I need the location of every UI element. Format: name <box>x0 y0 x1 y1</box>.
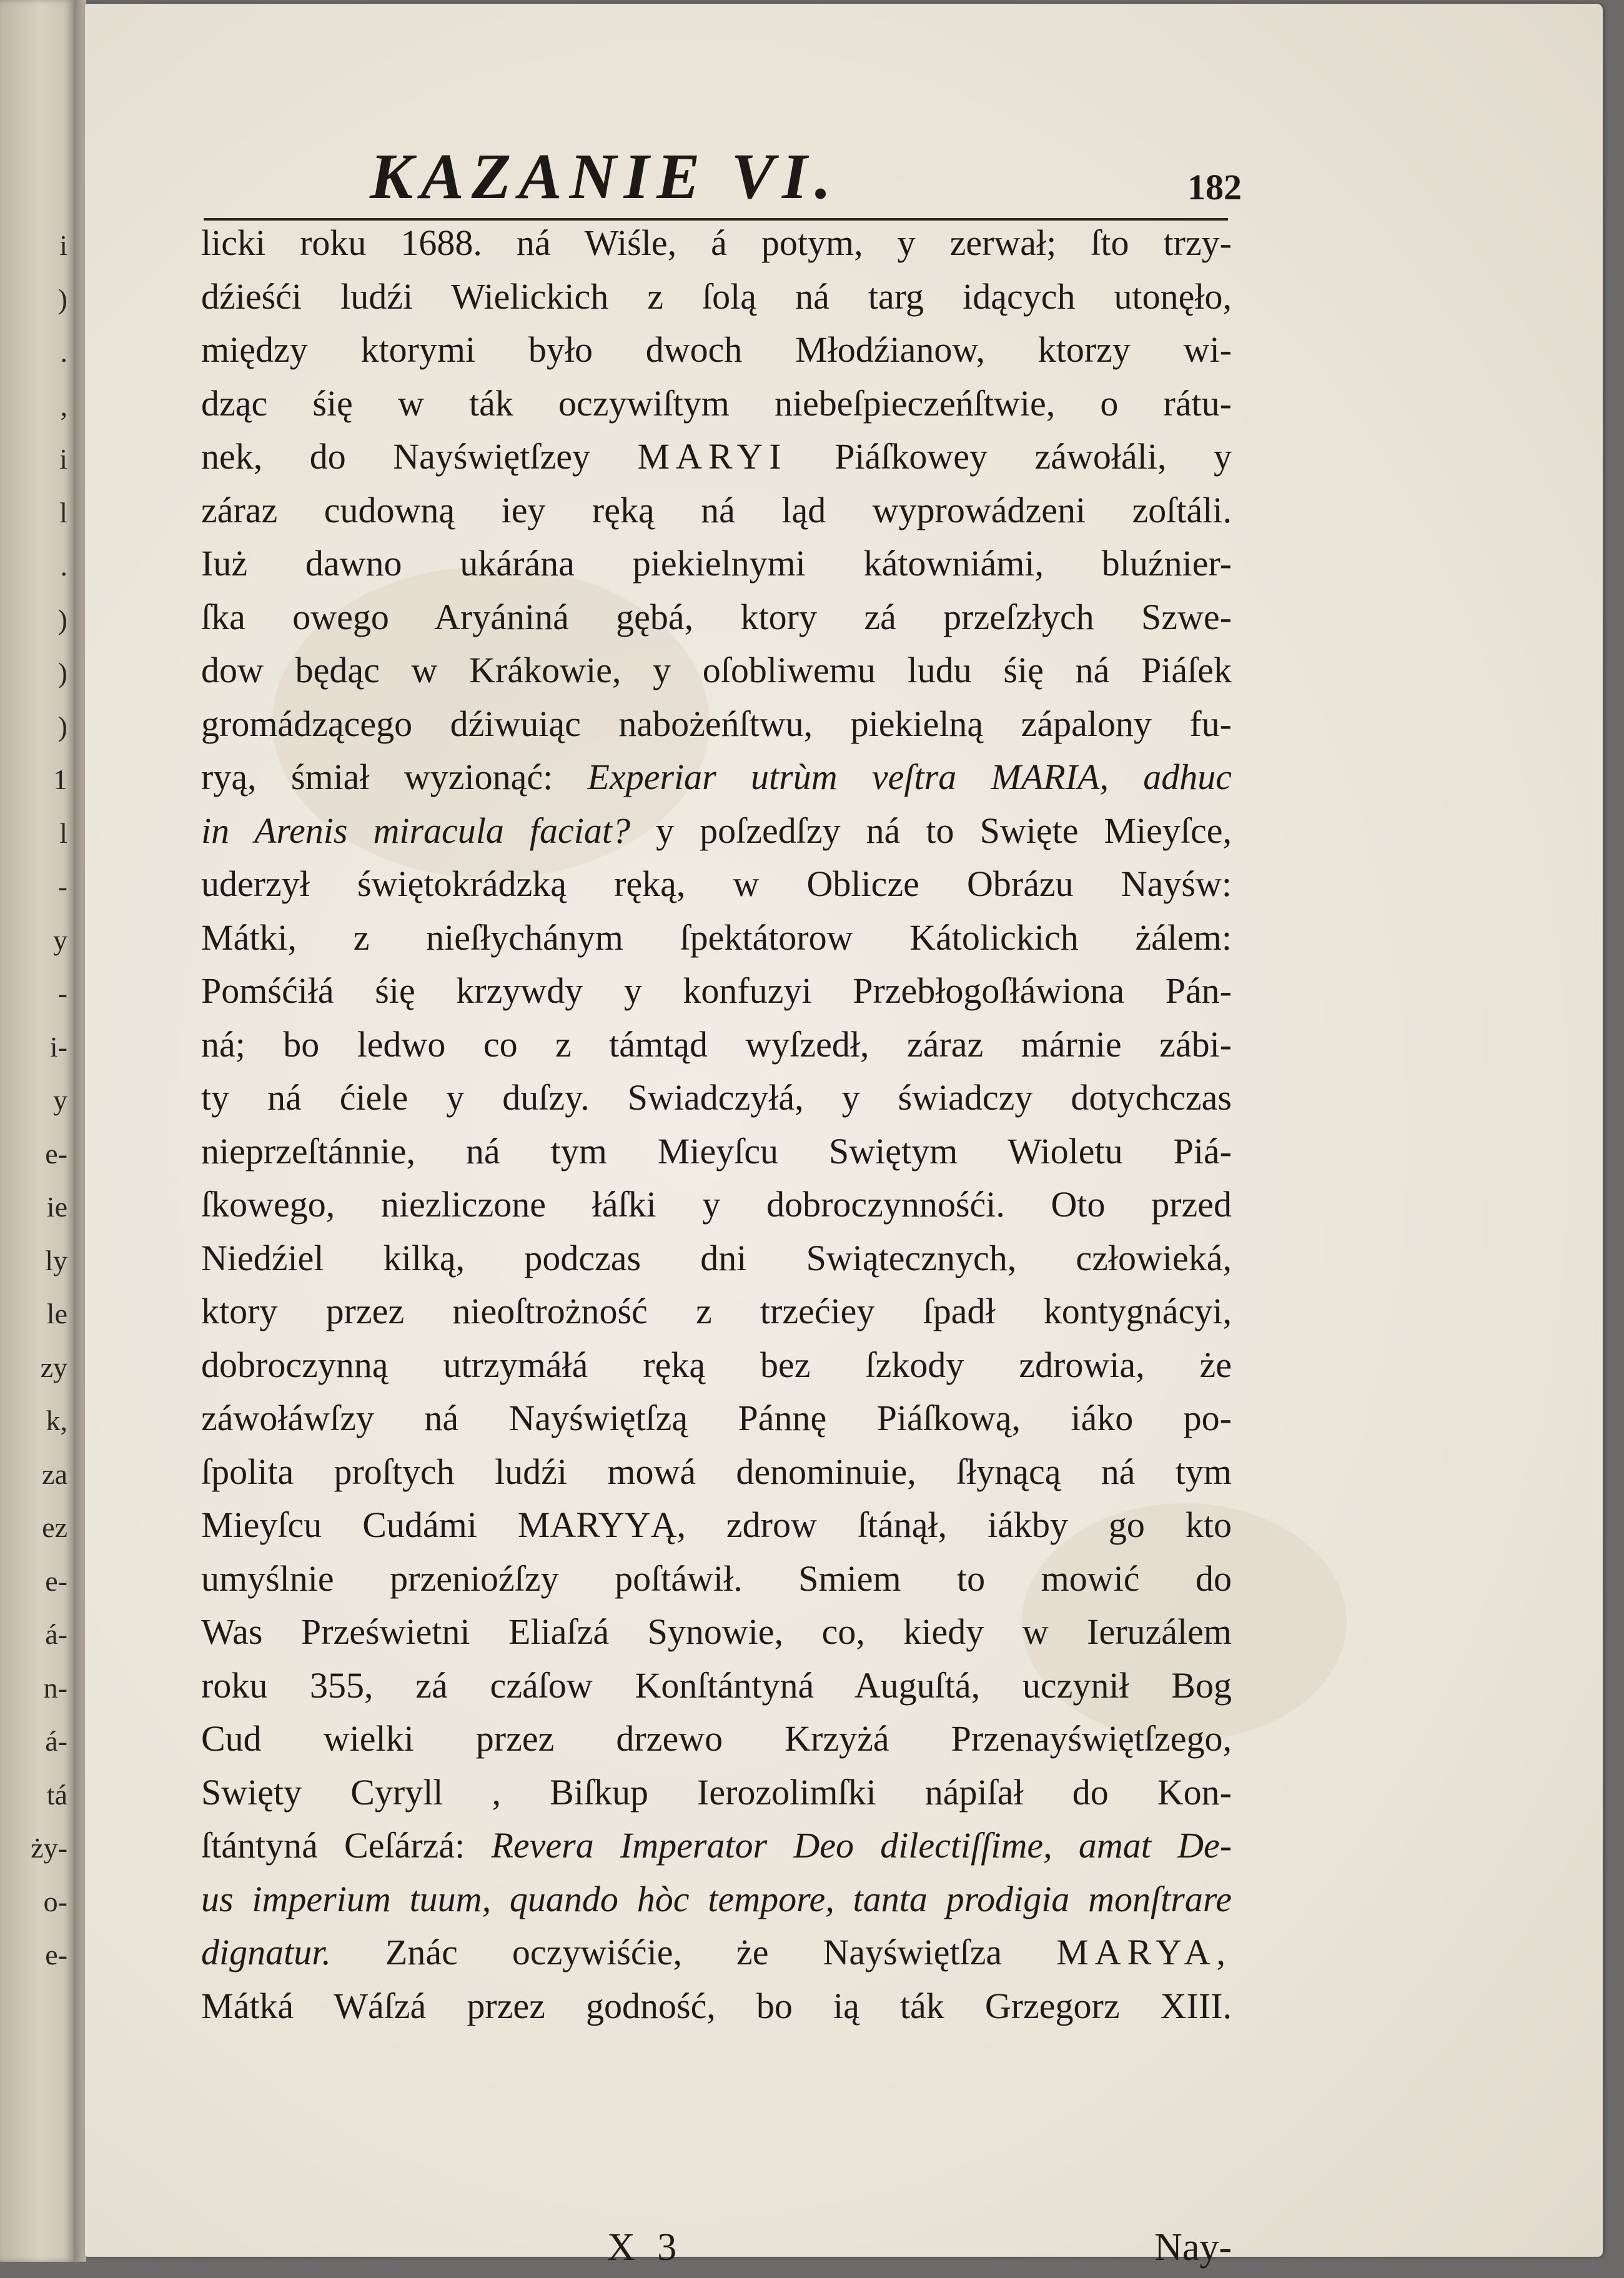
text-segment: Swięty Cyryll , Biſkup Ierozolimſki nápiſał do Kon- <box>201 1771 1232 1813</box>
body-text <box>201 216 1232 2032</box>
text-line <box>201 1552 1232 1606</box>
text-line <box>201 484 1232 537</box>
facing-page-fragment: i- <box>49 1030 67 1063</box>
facing-page-fragment: á- <box>45 1725 67 1757</box>
facing-page-fragment: ie <box>46 1191 67 1223</box>
text-segment: ty ná ćiele y duſzy. Swiadczyłá, y świadczy dotychczas <box>201 1077 1232 1118</box>
text-segment: uderzył świętokrádzką ręką, w Oblicze Obrázu Nayśw: <box>201 863 1232 904</box>
facing-page-fragment: i <box>59 443 67 475</box>
facing-page-fragment: , <box>60 389 67 422</box>
text-line <box>201 1819 1232 1873</box>
text-segment: ktory przez nieoſtrożność z trzećiey ſpadł kontygnácyi, <box>201 1291 1232 1331</box>
text-segment: nek, do Nayświętſzey <box>201 436 638 477</box>
latin-quotation: in Arenis miracula faciat? <box>201 810 631 851</box>
text-segment: dow będąc w Krákowie, y oſobliwemu ludu śię ná Piáſek <box>201 650 1232 690</box>
text-segment: Mátká Wáſzá przez godność, bo ią ták Grzegorz XIII. <box>201 1985 1232 2026</box>
text-line <box>201 857 1232 911</box>
page-header <box>85 141 1603 226</box>
facing-page-fragment: i <box>59 229 67 261</box>
facing-page-fragment: le <box>46 1298 67 1330</box>
latin-quotation: Experiar utrùm veſtra MARIA, adhuc <box>587 757 1232 797</box>
text-segment: dząc śię w ták oczywiſtym niebeſpieczeńſtwie, o rátu- <box>201 382 1232 424</box>
text-segment: ryą, śmiał wyzionąć: <box>201 757 588 797</box>
text-segment: gromádzącego dźiwuiąc nabożeńſtwu, piekielną zápalony fu- <box>201 703 1232 744</box>
text-segment: Iuż dawno ukárána piekielnymi kátowniámi, bluźnier- <box>201 543 1232 584</box>
facing-page-fragment: e- <box>45 1939 67 1971</box>
facing-page-fragment: l <box>59 817 67 849</box>
facing-page-fragment: . <box>60 550 67 582</box>
latin-quotation: dignatur. <box>201 1932 331 1972</box>
text-line <box>201 323 1232 377</box>
text-segment: MARYI <box>637 436 788 477</box>
text-segment: dobroczynną utrzymáłá ręką bez ſzkody zdrowia, że <box>201 1344 1232 1385</box>
facing-page-fragment: zy <box>40 1351 67 1383</box>
page-number: 182 <box>1187 167 1242 207</box>
text-line <box>201 804 1232 858</box>
facing-page-text-fragments <box>0 0 74 2262</box>
text-segment: y poſzedſzy ná to Swięte Mieyſce, <box>630 810 1232 851</box>
facing-page-fragment: ) <box>57 710 67 742</box>
text-segment: záraz cudowną iey ręką ná ląd wyprowádzeni zoſtáli. <box>201 489 1232 530</box>
facing-page-fragment: k, <box>46 1405 67 1436</box>
text-line <box>201 1445 1232 1499</box>
facing-page-fragment: ) <box>57 603 67 635</box>
text-segment: Piáſkowey záwołáli, y <box>787 436 1232 477</box>
latin-quotation: us imperium tuum, quando hòc tempore, tanta prodigia monſtrare <box>201 1878 1232 1919</box>
text-segment: licki roku 1688. ná Wiśle, á potym, y zerwał; ſto trzy- <box>201 222 1232 263</box>
facing-page-fragment: za <box>42 1458 67 1490</box>
text-line <box>201 1018 1232 1072</box>
text-segment: Znác oczywiśćie, że Nayświętſza <box>330 1932 1057 1972</box>
text-line <box>201 911 1232 965</box>
text-line <box>201 430 1232 484</box>
facing-page-fragment: tá <box>46 1778 67 1811</box>
text-line <box>201 1873 1232 1926</box>
book-page <box>85 4 1603 2269</box>
text-segment: MARYA, <box>1056 1932 1232 1972</box>
facing-page-fragment: y <box>53 923 67 956</box>
text-line <box>201 1766 1232 1819</box>
facing-page-fragment: ) <box>57 282 67 315</box>
text-segment: między ktorymi było dwoch Młodźianow, ktorzy wi- <box>201 329 1232 370</box>
book-gutter <box>74 0 86 2262</box>
facing-page-edge <box>0 0 74 2262</box>
text-segment: ná; bo ledwo co z támtąd wyſzedł, záraz márnie zábi- <box>201 1023 1232 1065</box>
text-segment: záwołáwſzy ná Nayświętſzą Pánnę Piáſkową, iáko po- <box>201 1398 1232 1438</box>
facing-page-fragment: n- <box>43 1671 67 1704</box>
text-line <box>201 750 1232 804</box>
facing-page-fragment: á- <box>45 1618 67 1650</box>
text-line <box>201 697 1232 751</box>
running-title: KAZANIE VI. <box>370 141 839 212</box>
text-segment: Mátki, z nieſłychánym ſpektátorow Kátolickich żálem: <box>201 917 1232 958</box>
facing-page-fragment: - <box>57 977 67 1009</box>
facing-page-fragment: 1 <box>53 763 67 795</box>
facing-page-fragment: e- <box>45 1564 67 1597</box>
text-line <box>201 1605 1232 1659</box>
catchword: Nay- <box>1154 2226 1232 2269</box>
page-footer <box>201 2228 1232 2278</box>
text-line <box>201 1979 1232 2033</box>
text-segment: Pomśćiłá śię krzywdy y konfuzyi Przebłogoſłáwiona Pán- <box>201 970 1232 1011</box>
text-segment: Mieyſcu Cudámi MARYYĄ, zdrow ſtánął, iákby go kto <box>201 1505 1232 1545</box>
text-line <box>201 590 1232 644</box>
facing-page-fragment: ly <box>45 1244 67 1276</box>
latin-quotation: Revera Imperator Deo dilectiſſime, amat De- <box>491 1825 1232 1866</box>
facing-page-fragment: o- <box>43 1885 67 1917</box>
text-line <box>201 377 1232 430</box>
facing-page-fragment: e- <box>45 1137 67 1170</box>
text-segment: roku 355, zá czáſow Konſtántyná Auguſtá, uczynił Bog <box>201 1664 1232 1706</box>
text-line <box>201 964 1232 1018</box>
text-line <box>201 1338 1232 1392</box>
text-segment: ſka owego Aryániná gębá, ktory zá przeſzłych Szwe- <box>201 596 1232 637</box>
facing-page-fragment: y <box>53 1084 67 1116</box>
text-segment: ſpolita proſtych ludźi mowá denominuie, ſłynącą ná tym <box>201 1451 1232 1492</box>
text-line <box>201 216 1232 270</box>
text-segment: umyślnie przenioźſzy poſtáwił. Smiem to mowić do <box>201 1558 1232 1599</box>
text-line <box>201 1712 1232 1766</box>
facing-page-fragment: ) <box>57 657 67 689</box>
text-line <box>201 1125 1232 1178</box>
text-segment: nieprzeſtánnie, ná tym Mieyſcu Swiętym Wioletu Piá- <box>201 1130 1232 1171</box>
facing-page-fragment: l <box>59 496 67 529</box>
text-segment: Cud wielki przez drzewo Krzyżá Przenayświętſzego, <box>201 1718 1232 1759</box>
facing-page-fragment: - <box>57 870 67 902</box>
facing-page-fragment: . <box>60 336 67 368</box>
text-line <box>201 1071 1232 1125</box>
text-segment: ſkowego, niezliczone łáſki y dobroczynnośći. Oto przed <box>201 1184 1232 1225</box>
signature-mark: X 3 <box>607 2226 683 2269</box>
text-segment: dźieśći ludźi Wielickich z ſolą ná targ idących utonęło, <box>201 276 1232 317</box>
text-line <box>201 1659 1232 1713</box>
text-line <box>201 1285 1232 1338</box>
text-line <box>201 644 1232 697</box>
text-line <box>201 1231 1232 1285</box>
text-segment: ſtántyná Ceſárzá: <box>201 1825 492 1866</box>
text-segment: Was Prześwietni Eliaſzá Synowie, co, kiedy w Ieruzálem <box>201 1611 1232 1652</box>
facing-page-fragment: ży- <box>31 1832 67 1864</box>
facing-page-fragment: ez <box>42 1511 67 1543</box>
text-segment: Niedźiel kilką, podczas dni Swiątecznych, człowieká, <box>201 1237 1232 1278</box>
text-line <box>201 1498 1232 1552</box>
text-line <box>201 1391 1232 1445</box>
text-line <box>201 1926 1232 1979</box>
text-line <box>201 270 1232 324</box>
text-line <box>201 537 1232 590</box>
text-line <box>201 1178 1232 1231</box>
